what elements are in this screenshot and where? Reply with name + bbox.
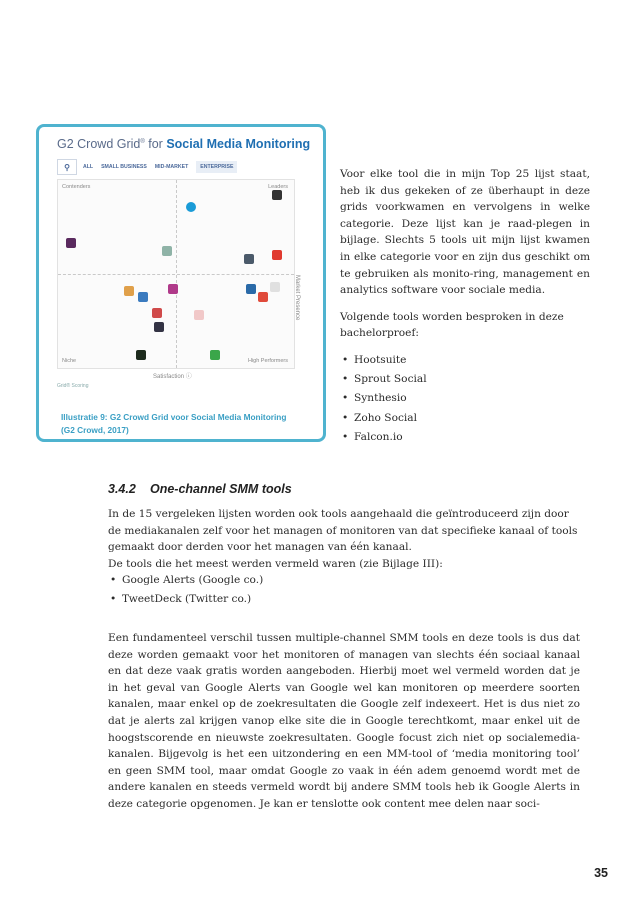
axis-x-label: Satisfaction <box>153 374 185 380</box>
list-item: • Falcon.io <box>354 429 590 446</box>
body-paragraph-1: In de 15 vergeleken lijsten worden ook tools aangehaald die geïntroduceerd zijn door de mediakanalen zelf voor het managen of monitoren van dat specifieke kanaal of tools gemaakt door derden voor het managen van één kanaal. <box>108 508 578 554</box>
list-item: • Hootsuite <box>354 352 590 369</box>
list-item: • Zoho Social <box>354 410 590 427</box>
body-paragraph-1b: De tools die het meest werden vermeld waren (zie Bijlage III): <box>108 557 443 570</box>
vendor-logo[interactable] <box>138 292 148 302</box>
vendor-logo[interactable] <box>152 308 162 318</box>
list-item: • Synthesio <box>354 390 590 407</box>
section-title: One-channel SMM tools <box>150 482 292 496</box>
axis-market-presence <box>294 275 300 320</box>
body-paragraph-2: Een fundamenteel verschil tussen multiple-channel SMM tools en deze tools is dus dat deze worden gemaakt voor het monitoren of managen van slechts één sociaal kanaal en dat deze vaak gratis worden aangeboden. Hierbij moet wel vermeld worden dat je in het geval van Google Alerts van Google wel kan monitoren op meerdere soorten kanalen, maar enkel op de zoekresultaten die Google zelf indexeert. Het is dus niet zo dat je alerts zal krijgen vanop elke site die in Google terechtkomt, maar enkel uit de hoogstscorende en nieuwste zoekresultaten. Google focust zich niet op socialemedia-kanalen. Bijgevolg is het een uitzondering en een MM-tool of ‘media monitoring tool’ en geen SMM tool, maar omdat Google zo vaak in één adem genoemd wordt met de andere kanalen en steeds vermeld wordt bij andere SMM tools heb ik Google Alerts in deze categorie opgenomen. Je kan er tenslotte ook content mee delen naar soci- <box>108 632 580 810</box>
vendor-logo[interactable] <box>210 350 220 360</box>
vendor-logo[interactable] <box>272 250 282 260</box>
vendor-logo[interactable] <box>272 190 282 200</box>
axis-y-label: Market Presence <box>294 275 300 321</box>
grid-title-reg: ® <box>140 138 145 145</box>
search-icon[interactable]: ⚲ <box>57 159 77 175</box>
vendor-logo[interactable] <box>244 254 254 264</box>
vendor-logo[interactable] <box>168 284 178 294</box>
vendor-logo[interactable] <box>136 350 146 360</box>
vendor-logo[interactable] <box>154 322 164 332</box>
side-paragraph-2: Volgende tools worden besproken in deze bachelorproef: <box>340 310 564 340</box>
filter-tab-mid-market[interactable]: MID-MARKET <box>154 164 189 170</box>
filter-tab-all[interactable]: ALL <box>83 164 94 170</box>
vendor-logo[interactable] <box>258 292 268 302</box>
quadrant-divider-horizontal <box>58 274 294 275</box>
info-icon[interactable]: ⓘ <box>185 374 192 380</box>
grid-title <box>57 137 310 151</box>
body-intro <box>108 506 580 572</box>
side-text <box>340 166 590 448</box>
filter-tab-enterprise[interactable]: ENTERPRISE <box>196 161 237 173</box>
tools-list <box>340 352 590 445</box>
quadrant-high-performers: High Performers <box>247 358 288 364</box>
vendor-logo[interactable] <box>246 284 256 294</box>
section-heading <box>108 482 292 496</box>
quadrant-leaders: Leaders <box>268 184 288 190</box>
one-channel-tools-list <box>108 572 580 610</box>
quadrant-contenders: Contenders <box>62 184 91 190</box>
figure-box <box>36 124 326 442</box>
vendor-logo[interactable] <box>186 202 196 212</box>
filter-row <box>57 159 245 175</box>
side-paragraph-1: Voor elke tool die in mijn Top 25 lijst staat, heb ik dus gekeken of ze überhaupt in deze grids voorkwamen en vervolgens in welke categorie. Deze lijst kan je raad-plegen in bijlage. Slechts 5 tools uit mijn lijst kwamen in elke categorie voor en zijn dus geschikt om te gebruiken als monito-ring, management en analytics software voor sociale media. <box>340 168 590 297</box>
axis-satisfaction <box>153 371 192 380</box>
vendor-logo[interactable] <box>194 310 204 320</box>
page-number: 35 <box>594 866 608 880</box>
one-channel-list <box>108 572 580 608</box>
grid-scoring-note: Grid® Scoring <box>57 383 89 389</box>
vendor-logo[interactable] <box>124 286 134 296</box>
quadrant-niche: Niche <box>62 358 77 364</box>
caption-line-1: Illustratie 9: G2 Crowd Grid voor Social Media Monitoring <box>61 412 287 422</box>
grid-title-accent: Social Media Monitoring <box>166 137 311 151</box>
grid-plot <box>57 179 295 369</box>
figure-caption <box>61 411 311 437</box>
section-number: 3.4.2 <box>108 482 136 496</box>
body-main <box>108 630 580 813</box>
list-item: • Google Alerts (Google co.) <box>122 572 580 589</box>
grid-title-for: for <box>144 137 167 151</box>
vendor-logo[interactable] <box>270 282 280 292</box>
g2-crowd-grid-image <box>53 135 315 395</box>
grid-title-prefix: G2 Crowd Grid <box>57 137 141 151</box>
caption-line-2: (G2 Crowd, 2017) <box>61 425 129 435</box>
vendor-logo[interactable] <box>66 238 76 248</box>
filter-tab-small-business[interactable]: SMALL BUSINESS <box>101 164 147 170</box>
list-item: • Sprout Social <box>354 371 590 388</box>
vendor-logo[interactable] <box>162 246 172 256</box>
list-item: • TweetDeck (Twitter co.) <box>122 591 580 608</box>
